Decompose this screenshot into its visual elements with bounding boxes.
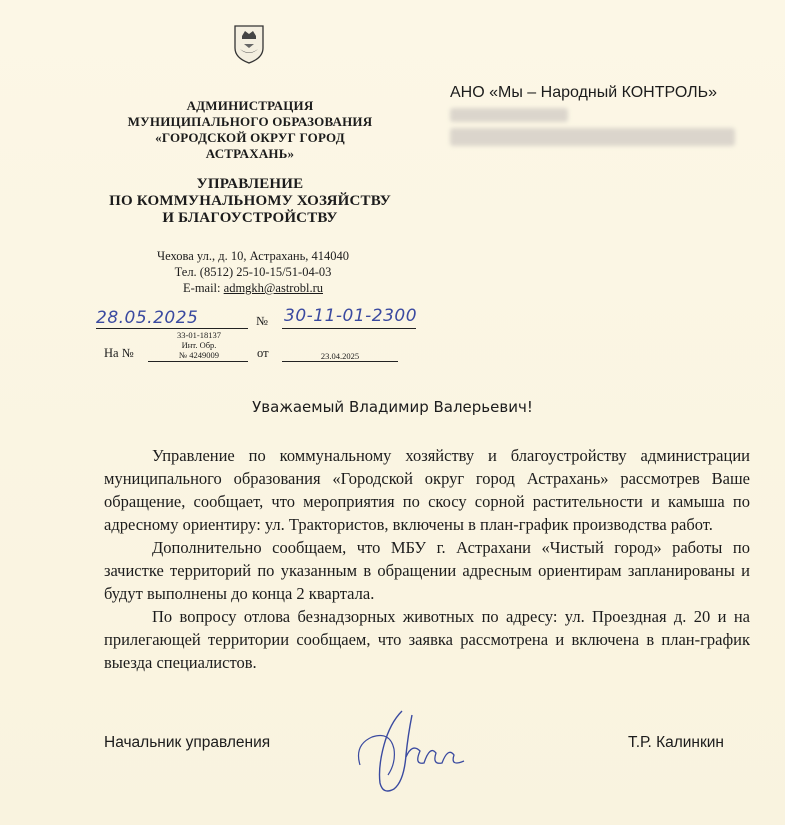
outgoing-date-handwritten: 28.05.2025: [96, 308, 199, 328]
dept-line: И БЛАГОУСТРОЙСТВУ: [162, 210, 338, 226]
body-paragraph: Дополнительно сообщаем, что МБУ г. Астрахани «Чистый город» работы по зачистке территорий по указанным в обращении адресным ориентирам запланированы и будут выполнены до конца 2 квартала.: [104, 538, 750, 603]
reference-number-stamp: [150, 330, 248, 360]
letter-body: [104, 444, 750, 674]
department-header: [100, 176, 400, 227]
dept-line: ПО КОММУНАЛЬНОМУ ХОЗЯЙСТВУ: [109, 193, 391, 209]
admin-line: АСТРАХАНЬ»: [205, 146, 295, 161]
sender-address: Чехова ул., д. 10, Астрахань, 414040: [156, 249, 350, 263]
ref-number-line: № 4249009: [179, 350, 219, 360]
ref-number-line: Инт. Обр.: [181, 340, 217, 350]
number-sign: №: [256, 314, 268, 328]
reference-date: 23.04.2025: [320, 351, 360, 361]
redacted-recipient-line-2: [450, 128, 735, 146]
sender-contacts: [120, 248, 386, 296]
sender-email-row: [120, 280, 386, 296]
from-label: от: [257, 346, 269, 360]
number-underline: [282, 328, 416, 329]
ref-number-line: 33-01-18137: [177, 330, 221, 340]
reference-underline: [148, 361, 248, 362]
admin-line: МУНИЦИПАЛЬНОГО ОБРАЗОВАНИЯ: [127, 114, 373, 129]
reference-label: На №: [104, 346, 134, 360]
date-underline: [96, 328, 248, 329]
recipient-org: АНО «Мы – Народный КОНТРОЛЬ»: [450, 84, 717, 101]
redacted-recipient-line-1: [450, 108, 568, 122]
salutation: Уважаемый Владимир Валерьевич!: [252, 398, 533, 416]
body-paragraph: Управление по коммунальному хозяйству и благоустройству администрации муниципального образования «Городской округ город Астрахань» рассмотрев Ваше обращение, сообщает, что мероприятия по скосу сорной растительности и камыша по адресному ориентиру: ул. Трактористов, включены в план-график производства работ.: [104, 446, 750, 534]
dept-line: УПРАВЛЕНИЕ: [196, 176, 304, 192]
sender-phone: Тел. (8512) 25-10-15/51-04-03: [174, 265, 332, 279]
admin-line: «ГОРОДСКОЙ ОКРУГ ГОРОД: [155, 130, 345, 145]
signatory-title: Начальник управления: [104, 734, 271, 751]
signatory-name: Т.Р. Калинкин: [628, 734, 724, 751]
administration-header: [100, 98, 400, 162]
admin-line: АДМИНИСТРАЦИЯ: [186, 98, 314, 113]
coat-of-arms-icon: [232, 22, 266, 64]
outgoing-number-handwritten: 30-11-01-2300: [284, 306, 418, 326]
email-label: E-mail:: [183, 281, 224, 295]
reference-date-underline: [282, 361, 398, 362]
handwritten-signature: [350, 705, 470, 800]
email-link[interactable]: admgkh@astrobl.ru: [223, 281, 323, 295]
body-paragraph: По вопросу отлова безнадзорных животных по адресу: ул. Проездная д. 20 и на прилегающей территории сообщаем, что заявка рассмотрена и включена в план-график выезда специалистов.: [104, 607, 750, 672]
